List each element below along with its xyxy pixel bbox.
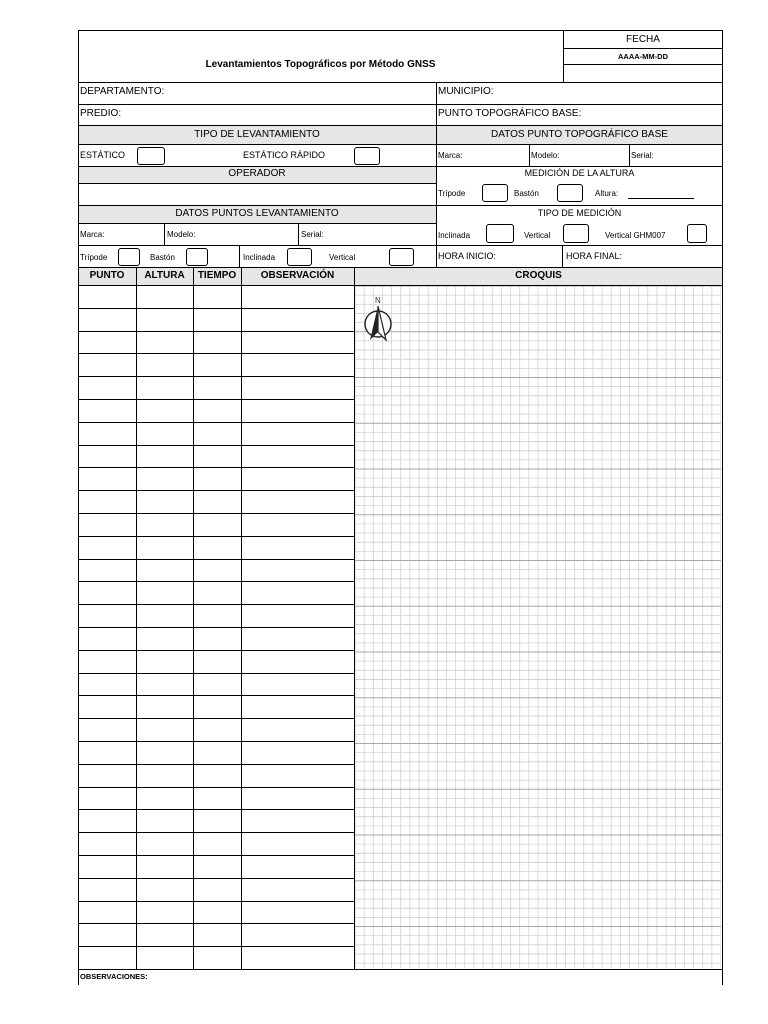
cell-observacion[interactable] [242,628,353,649]
cell-tiempo[interactable] [194,286,240,307]
cell-altura[interactable] [137,537,192,558]
cell-punto[interactable] [79,400,135,421]
table-row [78,878,354,901]
table-row [78,650,354,673]
table-row [78,536,354,559]
table-row [78,353,354,376]
lev-baston-label: Bastón [150,253,175,262]
altura-baston-label: Bastón [514,189,539,198]
cell-punto[interactable] [79,696,135,717]
cell-tiempo[interactable] [194,879,240,900]
cell-observacion[interactable] [242,423,353,444]
cell-tiempo[interactable] [194,856,240,877]
table-row [78,764,354,787]
table-row [78,467,354,490]
cell-punto[interactable] [79,902,135,923]
cell-tiempo[interactable] [194,309,240,330]
cell-tiempo[interactable] [194,674,240,695]
cell-tiempo[interactable] [194,628,240,649]
cell-tiempo[interactable] [194,537,240,558]
cell-punto[interactable] [79,286,135,307]
predio-label: PREDIO: [80,108,122,119]
cell-punto[interactable] [79,947,135,968]
lev-inclinada-label: Inclinada [243,253,276,262]
cell-tiempo[interactable] [194,332,240,353]
cell-tiempo[interactable] [194,696,240,717]
cell-observacion[interactable] [242,856,353,877]
cell-punto[interactable] [79,309,135,330]
tipo-inclinada-label: Inclinada [438,231,471,240]
cell-altura[interactable] [137,651,192,672]
cell-altura[interactable] [137,902,192,923]
table-row [78,627,354,650]
table-row [78,285,354,308]
departamento-label: DEPARTAMENTO: [80,86,165,97]
table-row [78,855,354,878]
cell-punto[interactable] [79,833,135,854]
cell-observacion[interactable] [242,742,353,763]
cell-observacion[interactable] [242,514,353,535]
cell-tiempo[interactable] [194,947,240,968]
altura-baston-checkbox[interactable] [557,184,583,202]
cell-altura[interactable] [137,628,192,649]
medicion-altura-title: MEDICIÓN DE LA ALTURA [524,168,635,178]
cell-altura[interactable] [137,560,192,581]
altura-tripode-checkbox[interactable] [482,184,508,202]
cell-observacion[interactable] [242,833,353,854]
cell-punto[interactable] [79,674,135,695]
cell-punto[interactable] [79,742,135,763]
table-row [78,787,354,810]
cell-tiempo[interactable] [194,560,240,581]
table-row [78,695,354,718]
base-serial-label: Serial: [631,151,654,160]
cell-altura[interactable] [137,765,192,786]
cell-observacion[interactable] [242,810,353,831]
cell-altura[interactable] [137,286,192,307]
table-row [78,331,354,354]
cell-tiempo[interactable] [194,719,240,740]
cell-tiempo[interactable] [194,902,240,923]
fecha-input[interactable] [565,65,721,81]
datos-levantamiento-title: DATOS PUNTOS LEVANTAMIENTO [175,208,339,219]
cell-tiempo[interactable] [194,924,240,945]
table-row [78,422,354,445]
cell-tiempo[interactable] [194,354,240,375]
punto-base-label: PUNTO TOPOGRÁFICO BASE: [438,108,582,119]
cell-observacion[interactable] [242,468,353,489]
table-row [78,604,354,627]
form-title: Levantamientos Topográficos por Método GNSS [205,59,436,70]
observaciones-label: OBSERVACIONES: [80,972,148,981]
estatico-checkbox[interactable] [137,147,165,165]
cell-tiempo[interactable] [194,400,240,421]
fecha-label: FECHA [626,34,660,45]
cell-tiempo[interactable] [194,788,240,809]
punto-base-input[interactable] [600,106,720,124]
tipo-vertical-checkbox[interactable] [563,224,589,243]
cell-altura[interactable] [137,674,192,695]
cell-observacion[interactable] [242,696,353,717]
table-row [78,923,354,946]
lev-vertical-label: Vertical [329,253,356,262]
cell-punto[interactable] [79,446,135,467]
cell-punto[interactable] [79,377,135,398]
cell-observacion[interactable] [242,879,353,900]
lev-tripode-checkbox[interactable] [118,248,140,266]
cell-observacion[interactable] [242,651,353,672]
cell-observacion[interactable] [242,765,353,786]
cell-punto[interactable] [79,765,135,786]
altura-label: Altura: [595,189,619,198]
cell-observacion[interactable] [242,332,353,353]
cell-tiempo[interactable] [194,833,240,854]
tipo-vertical-label: Vertical [524,231,551,240]
croquis-grid[interactable] [355,286,721,968]
cell-tiempo[interactable] [194,742,240,763]
observaciones-input[interactable] [160,971,720,985]
cell-punto[interactable] [79,719,135,740]
cell-altura[interactable] [137,696,192,717]
cell-punto[interactable] [79,628,135,649]
cell-altura[interactable] [137,332,192,353]
cell-observacion[interactable] [242,537,353,558]
cell-punto[interactable] [79,560,135,581]
tipo-inclinada-checkbox[interactable] [486,224,514,243]
tipo-medicion-title: TIPO DE MEDICIÓN [537,208,622,218]
cell-observacion[interactable] [242,309,353,330]
table-row [78,581,354,604]
col-observacion: OBSERVACIÓN [260,270,335,281]
cell-altura[interactable] [137,354,192,375]
cell-punto[interactable] [79,354,135,375]
tipo-vertical-ghm-label: Vertical GHM007 [605,231,666,240]
lev-marca-label: Marca: [80,230,105,239]
table-row [78,445,354,468]
cell-altura[interactable] [137,582,192,603]
col-tiempo: TIEMPO [197,270,237,281]
cell-punto[interactable] [79,856,135,877]
base-marca-label: Marca: [438,151,463,160]
cell-punto[interactable] [79,537,135,558]
cell-punto[interactable] [79,423,135,444]
table-row [78,718,354,741]
cell-altura[interactable] [137,400,192,421]
cell-altura[interactable] [137,514,192,535]
table-row [78,832,354,855]
north-label: N [375,296,381,305]
datos-base-title: DATOS PUNTO TOPOGRÁFICO BASE [491,129,668,140]
cell-punto[interactable] [79,582,135,603]
cell-observacion[interactable] [242,788,353,809]
cell-punto[interactable] [79,810,135,831]
table-row [78,308,354,331]
cell-tiempo[interactable] [194,514,240,535]
lev-serial-label: Serial: [301,230,324,239]
cell-tiempo[interactable] [194,651,240,672]
table-row [78,399,354,422]
cell-altura[interactable] [137,742,192,763]
cell-tiempo[interactable] [194,582,240,603]
cell-altura[interactable] [137,446,192,467]
cell-tiempo[interactable] [194,377,240,398]
cell-altura[interactable] [137,947,192,968]
table-row [78,809,354,832]
cell-tiempo[interactable] [194,605,240,626]
cell-punto[interactable] [79,879,135,900]
altura-tripode-label: Trípode [438,189,466,198]
cell-observacion[interactable] [242,719,353,740]
lev-modelo-label: Modelo: [167,230,196,239]
cell-punto[interactable] [79,332,135,353]
cell-altura[interactable] [137,788,192,809]
table-row [78,901,354,924]
cell-altura[interactable] [137,377,192,398]
departamento-input[interactable] [175,84,433,102]
cell-punto[interactable] [79,651,135,672]
operador-input[interactable] [80,185,434,205]
fecha-format: AAAA-MM-DD [618,52,668,61]
cell-observacion[interactable] [242,924,353,945]
municipio-input[interactable] [500,84,720,102]
altura-input[interactable] [628,198,694,199]
cell-altura[interactable] [137,719,192,740]
table-row [78,490,354,513]
cell-altura[interactable] [137,879,192,900]
table-row [78,376,354,399]
estatico-rapido-checkbox[interactable] [354,147,380,165]
table-row [78,946,354,969]
cell-altura[interactable] [137,924,192,945]
cell-altura[interactable] [137,605,192,626]
table-row [78,513,354,536]
cell-observacion[interactable] [242,446,353,467]
estatico-rapido-label: ESTÁTICO RÁPIDO [243,150,326,160]
cell-punto[interactable] [79,788,135,809]
lev-baston-checkbox[interactable] [186,248,208,266]
predio-input[interactable] [130,106,433,124]
cell-observacion[interactable] [242,286,353,307]
operador-title: OPERADOR [228,168,286,179]
cell-observacion[interactable] [242,674,353,695]
cell-observacion[interactable] [242,947,353,968]
lev-vertical-checkbox[interactable] [389,248,414,266]
col-altura: ALTURA [144,270,185,281]
cell-tiempo[interactable] [194,491,240,512]
hora-inicio-label: HORA INICIO: [438,251,497,261]
cell-observacion[interactable] [242,582,353,603]
cell-observacion[interactable] [242,377,353,398]
cell-punto[interactable] [79,491,135,512]
lev-inclinada-checkbox[interactable] [287,248,312,266]
cell-observacion[interactable] [242,902,353,923]
table-row [78,741,354,764]
base-modelo-label: Modelo: [531,151,560,160]
tipo-vertical-ghm-checkbox[interactable] [687,224,707,243]
cell-observacion[interactable] [242,400,353,421]
cell-observacion[interactable] [242,605,353,626]
cell-observacion[interactable] [242,354,353,375]
cell-punto[interactable] [79,924,135,945]
table-row [78,673,354,696]
cell-tiempo[interactable] [194,446,240,467]
tipo-levantamiento-title: TIPO DE LEVANTAMIENTO [194,129,320,140]
cell-altura[interactable] [137,810,192,831]
lev-tripode-label: Trípode [80,253,108,262]
cell-observacion[interactable] [242,560,353,581]
hora-final-label: HORA FINAL: [566,251,623,261]
cell-punto[interactable] [79,514,135,535]
cell-altura[interactable] [137,833,192,854]
cell-punto[interactable] [79,468,135,489]
croquis-title: CROQUIS [515,270,562,281]
cell-altura[interactable] [137,423,192,444]
cell-altura[interactable] [137,468,192,489]
cell-tiempo[interactable] [194,765,240,786]
cell-altura[interactable] [137,309,192,330]
col-punto: PUNTO [89,270,125,281]
cell-punto[interactable] [79,605,135,626]
estatico-label: ESTÁTICO [80,150,126,160]
cell-altura[interactable] [137,491,192,512]
cell-tiempo[interactable] [194,468,240,489]
cell-tiempo[interactable] [194,810,240,831]
table-row [78,559,354,582]
cell-altura[interactable] [137,856,192,877]
cell-observacion[interactable] [242,491,353,512]
cell-tiempo[interactable] [194,423,240,444]
municipio-label: MUNICIPIO: [438,86,494,97]
